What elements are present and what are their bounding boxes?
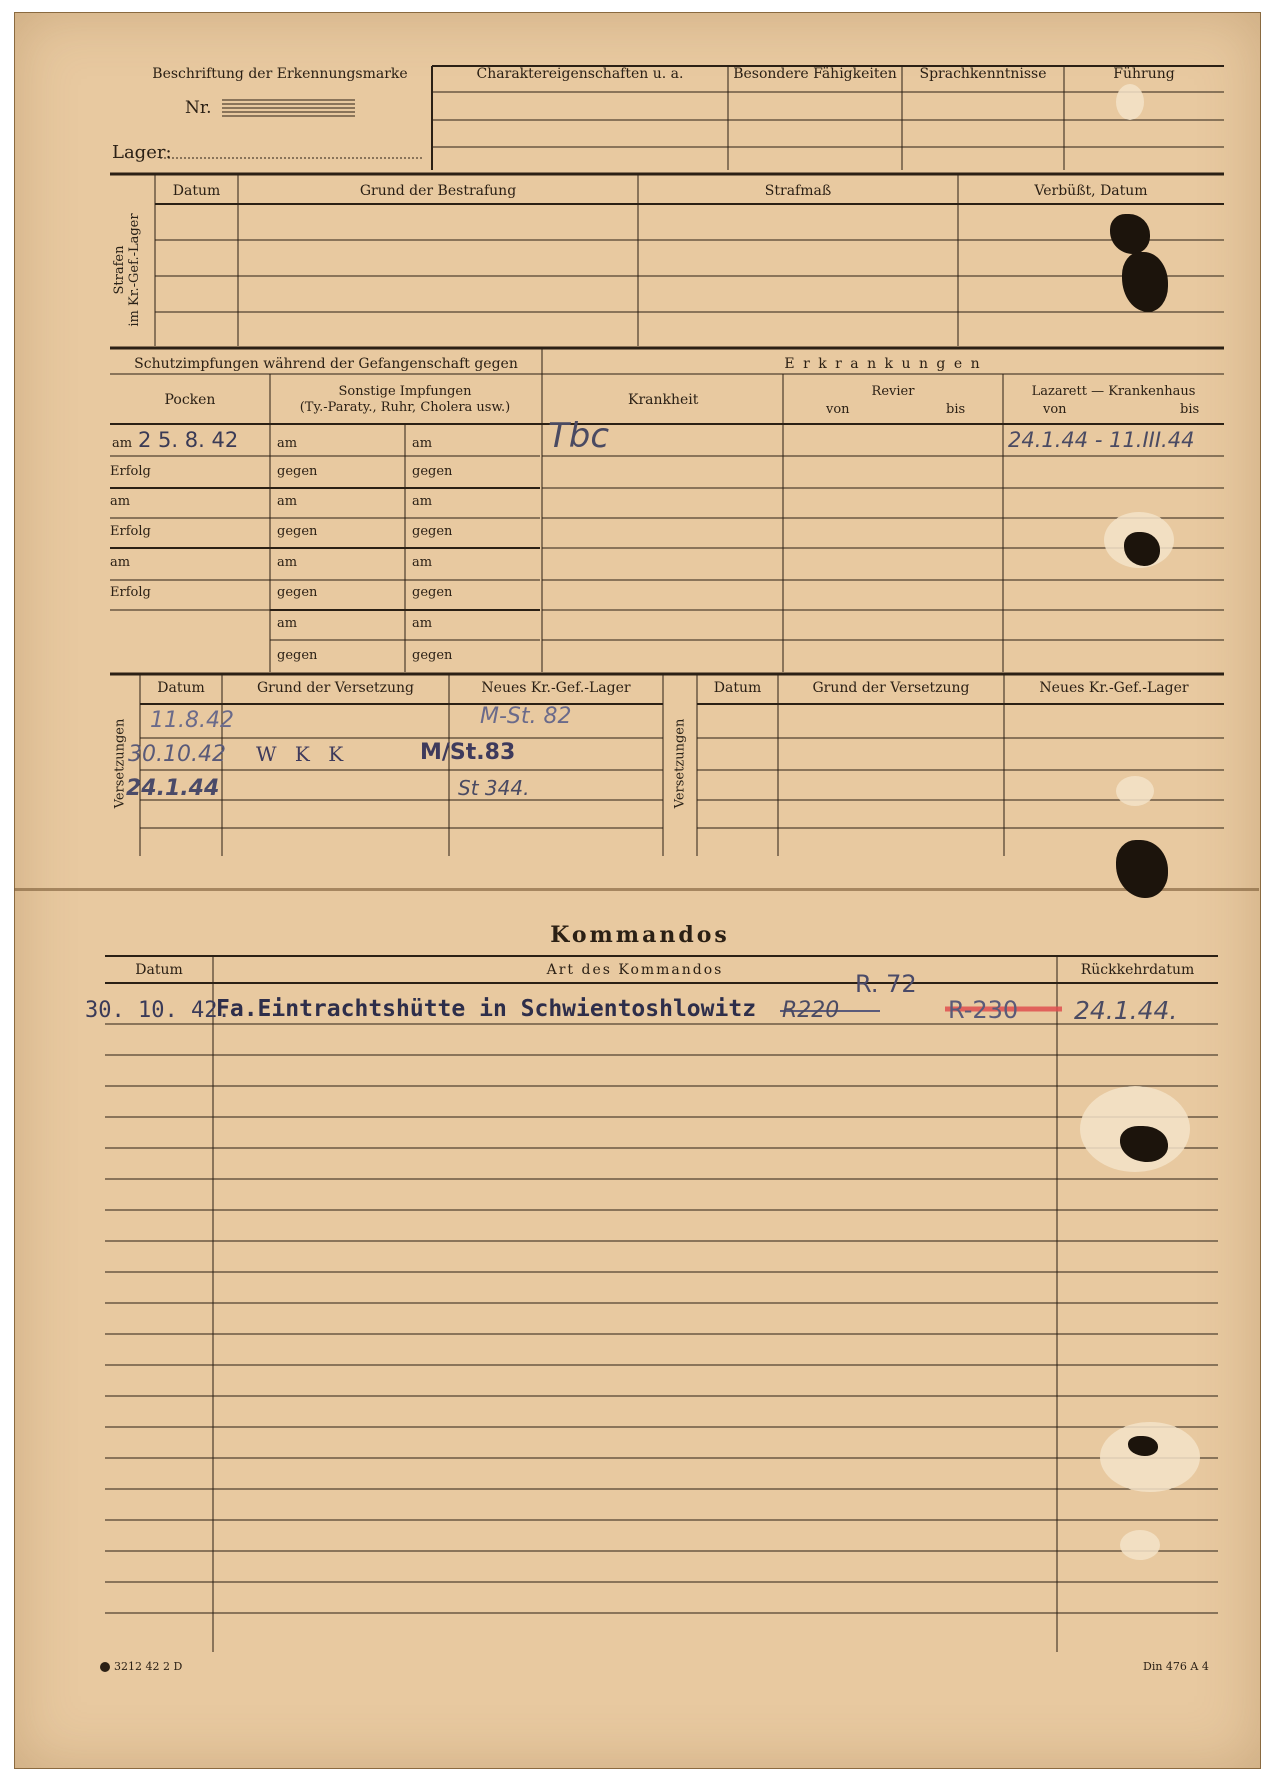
paper-tear-5 bbox=[1100, 1422, 1200, 1492]
pocken-am-label: am bbox=[112, 436, 133, 451]
fold-line bbox=[14, 888, 1259, 891]
kommandos-datum-header: Datum bbox=[135, 962, 183, 978]
pocken-date: 2 5. 8. 42 bbox=[138, 428, 239, 452]
vers-datum-header-right: Datum bbox=[713, 680, 762, 696]
kommando-entry-datum: 30. 10. 42. bbox=[85, 998, 231, 1023]
sonst-am-1a: am bbox=[277, 436, 298, 451]
sprachen-header: Sprachkenntnisse bbox=[919, 66, 1047, 82]
vers-row1-datum: 11.8.42 bbox=[150, 708, 234, 733]
lazarett-header: Lazarett — Krankenhaus bbox=[1031, 384, 1196, 399]
vers-grund-header-left: Grund der Versetzung bbox=[257, 680, 414, 696]
kommandos-title: Kommandos bbox=[550, 922, 730, 948]
verbuesst-header: Verbüßt, Datum bbox=[1034, 183, 1148, 199]
sonstige-header-1: Sonstige Impfungen bbox=[338, 384, 472, 399]
versetzungen-side-label-left: Versetzungen bbox=[112, 718, 128, 809]
fuehrung-header: Führung bbox=[1113, 66, 1175, 82]
strafen-datum-header: Datum bbox=[172, 183, 221, 199]
footer-stamp-icon bbox=[100, 1662, 110, 1672]
am-label-2: am bbox=[110, 494, 131, 509]
kommando-entry-r230: R-230 bbox=[948, 996, 1019, 1024]
footer-print-code: 3212 42 2 D bbox=[100, 1660, 182, 1673]
impfungen-header: Schutzimpfungen während der Gefangenschaft gegen bbox=[134, 356, 518, 372]
vers-row1-lager: M-St. 82 bbox=[480, 704, 572, 729]
vers-row2-lager: M/St.83 bbox=[420, 740, 516, 765]
vers-row3-datum: 24.1.44 bbox=[126, 776, 220, 801]
lager-label: Lager: bbox=[112, 142, 172, 163]
erfolg-label-2: Erfolg bbox=[110, 524, 151, 539]
vers-row2-grund: W K K bbox=[256, 742, 350, 766]
erkrankungen-header: E r k r a n k u n g e n bbox=[784, 356, 982, 372]
sonst-am-3b: am bbox=[412, 555, 433, 570]
revier-header: Revier bbox=[871, 384, 915, 399]
charakter-header: Charaktereigenschaften u. a. bbox=[476, 66, 684, 82]
revier-von: von bbox=[826, 402, 850, 417]
vers-row3-lager: St 344. bbox=[458, 776, 530, 800]
strafen-side-label: Strafen im Kr.-Gef.-Lager bbox=[112, 213, 142, 327]
paper-tear-1 bbox=[1116, 84, 1144, 120]
sonst-am-2a: am bbox=[277, 494, 298, 509]
kommando-entry-rueckkehr: 24.1.44. bbox=[1074, 996, 1178, 1025]
sonst-gegen-2b: gegen bbox=[412, 524, 453, 539]
vers-neues-header-left: Neues Kr.-Gef.-Lager bbox=[481, 680, 631, 696]
sonst-gegen-1b: gegen bbox=[412, 464, 453, 479]
versetzungen-side-label-right: Versetzungen bbox=[672, 718, 688, 809]
sonst-gegen-4a: gegen bbox=[277, 648, 318, 663]
lazarett-von: von bbox=[1043, 402, 1067, 417]
footer-din: Din 476 A 4 bbox=[1143, 1660, 1209, 1673]
pocken-header: Pocken bbox=[164, 392, 216, 408]
strafen-grund-header: Grund der Bestrafung bbox=[359, 183, 517, 199]
sonst-gegen-4b: gegen bbox=[412, 648, 453, 663]
nr-label: Nr. bbox=[185, 98, 212, 118]
krankheit-entry: Tbc bbox=[548, 416, 610, 456]
faehigkeiten-header: Besondere Fähigkeiten bbox=[733, 66, 897, 82]
kommando-entry-r220: R220 bbox=[782, 998, 840, 1023]
sonst-gegen-3a: gegen bbox=[277, 585, 318, 600]
paper-tear-3 bbox=[1116, 776, 1154, 806]
vers-datum-header-left: Datum bbox=[157, 680, 205, 696]
sonst-am-1b: am bbox=[412, 436, 433, 451]
vers-grund-header-right: Grund der Versetzung bbox=[812, 680, 970, 696]
erfolg-label-1: Erfolg bbox=[110, 464, 151, 479]
sonstige-header-2: (Ty.-Paraty., Ruhr, Cholera usw.) bbox=[299, 400, 511, 415]
sonst-gegen-2a: gegen bbox=[277, 524, 318, 539]
erfolg-label-3: Erfolg bbox=[110, 585, 151, 600]
sonst-am-4b: am bbox=[412, 616, 433, 631]
lazarett-bis: bis bbox=[1180, 402, 1200, 417]
lazarett-entry: 24.1.44 - 11.III.44 bbox=[1008, 428, 1195, 452]
kommando-entry-r72: R. 72 bbox=[855, 970, 917, 998]
revier-bis: bis bbox=[946, 402, 966, 417]
krankheit-header: Krankheit bbox=[628, 392, 699, 408]
sonst-am-2b: am bbox=[412, 494, 433, 509]
paper-tear-6 bbox=[1120, 1530, 1160, 1560]
vers-row2-datum: 30.10.42 bbox=[128, 742, 226, 767]
kommandos-art-header: Art des Kommandos bbox=[546, 962, 724, 978]
rueckkehr-header: Rückkehrdatum bbox=[1080, 962, 1195, 978]
vers-neues-header-right: Neues Kr.-Gef.-Lager bbox=[1039, 680, 1189, 696]
am-label-3: am bbox=[110, 555, 131, 570]
sonst-gegen-3b: gegen bbox=[412, 585, 453, 600]
sonst-gegen-1a: gegen bbox=[277, 464, 318, 479]
strafmass-header: Strafmaß bbox=[764, 183, 832, 199]
beschriftung-header: Beschriftung der Erkennungsmarke bbox=[152, 66, 408, 82]
kommando-entry-art: Fa.Eintrachtshütte in Schwientoshlowitz bbox=[216, 996, 757, 1022]
sonst-am-4a: am bbox=[277, 616, 298, 631]
sonst-am-3a: am bbox=[277, 555, 298, 570]
